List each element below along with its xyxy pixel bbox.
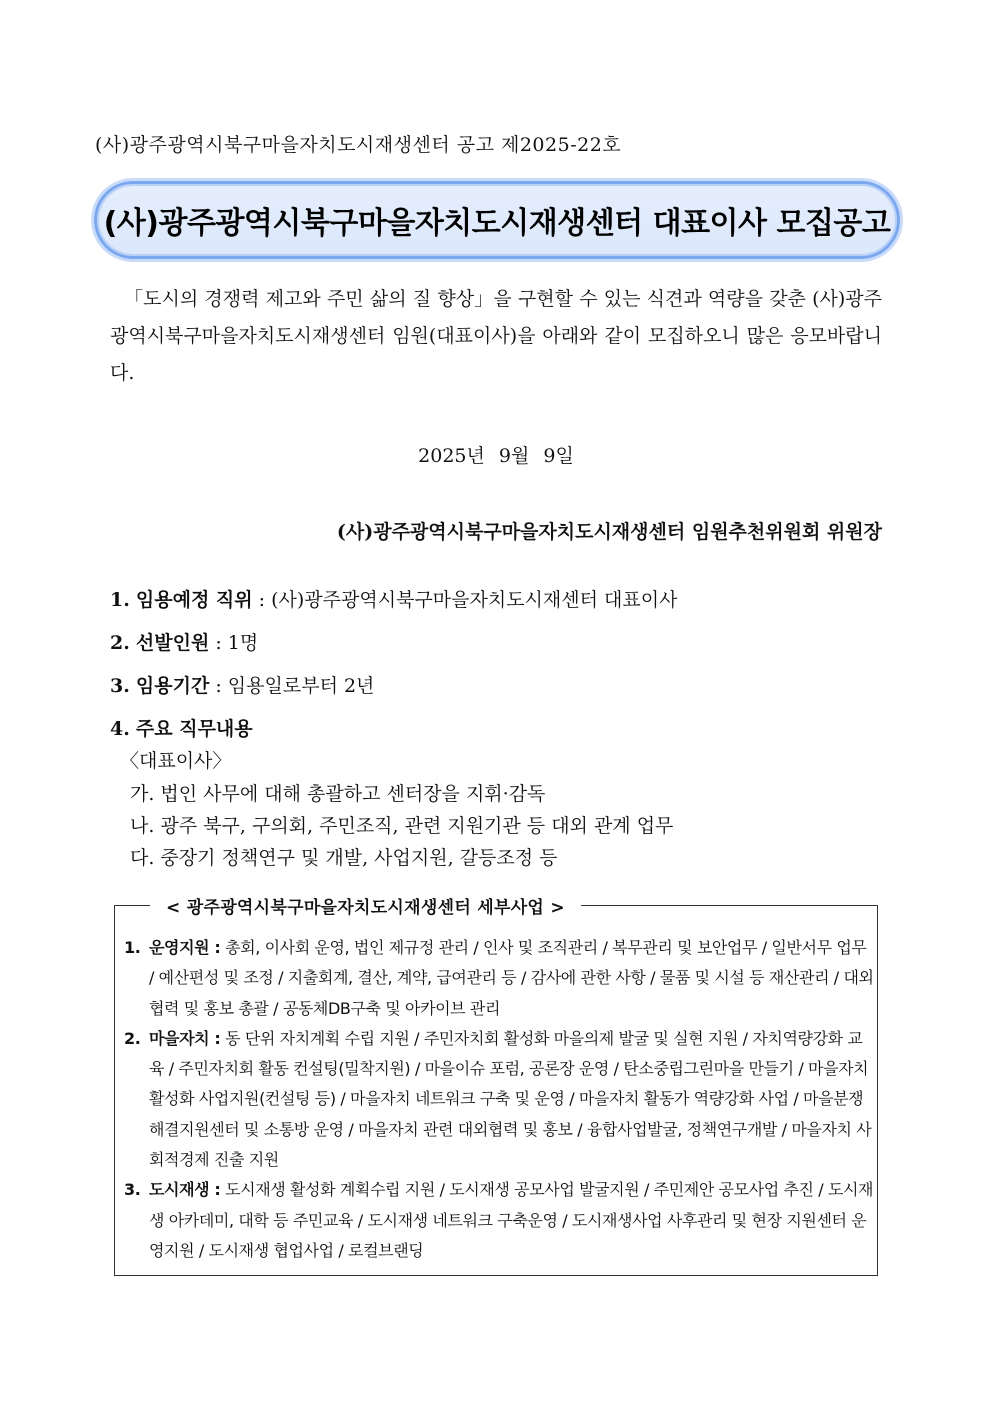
section-number: 3. <box>124 1180 141 1200</box>
notice-date: 2025년 9월 9일 <box>418 445 574 467</box>
item-number: 4. <box>110 718 130 740</box>
item-number: 1. <box>110 589 130 611</box>
item-label: 임용기간 <box>135 675 210 697</box>
signer: (사)광주광역시북구마을자치도시재생센터 임원추천위원회 위원장 <box>336 521 882 543</box>
section-text: 동 단위 자치계획 수립 지원 / 주민자치회 활성화 마을의제 발굴 및 실현 지원 / 자치역량강화 교육 / 주민자치회 활동 컨설팅(밀착지원) / 마을이슈 포럼, 공론장 운영 / 탄소중립그린마을 만들기 / 마을자치 활성화 사업지원(컨설팅 등) / 마을자치 네트워크 구축 및 운영 / 마을자치 활동가 역량강화 사업 / 마을분쟁해결지원센터 및 소통방 운영 / 마을자치 관련 대외협력 및 홍보 / 융합사업발굴, 정책연구개발 / 마을자치 사회적경제 진출 지원 <box>149 1028 872 1170</box>
item-term <box>110 671 890 714</box>
item-label: 주요 직무내용 <box>135 718 253 740</box>
section-label: 도시재생 : <box>149 1180 221 1200</box>
duty-heading: 〈대표이사〉 <box>120 750 232 772</box>
section-text: 총회, 이사회 운영, 법인 제규정 관리 / 인사 및 조직관리 / 복무관리 및 보안업무 / 일반서무 업무 / 예산편성 및 조정 / 지출회계, 결산, 계약, 급여관리 등 / 감사에 관한 사항 / 물품 및 시설 등 재산관리 / 대외협력 및 홍보 총괄 / 공동체DB구축 및 아카이브 관리 <box>149 938 874 1018</box>
item-separator: : <box>209 675 228 697</box>
duty-item: 나. 광주 북구, 구의회, 주민조직, 관련 지원기관 등 대외 관계 업무 <box>130 815 674 837</box>
item-headcount <box>110 628 890 671</box>
section-number: 2. <box>124 1028 141 1048</box>
duty-item: 가. 법인 사무에 대해 총괄하고 센터장을 지휘·감독 <box>130 783 546 805</box>
item-number: 3. <box>110 675 130 697</box>
title-banner <box>94 181 900 259</box>
item-label: 임용예정 직위 <box>135 589 253 611</box>
item-number: 2. <box>110 632 130 654</box>
detail-projects-body <box>124 933 874 1266</box>
duty-item: 다. 중장기 정책연구 및 개발, 사업지원, 갈등조정 등 <box>130 847 558 869</box>
notice-number: (사)광주광역시북구마을자치도시재생센터 공고 제2025-22호 <box>95 134 622 156</box>
item-position <box>110 585 890 628</box>
project-section-operations <box>124 933 874 1024</box>
item-separator: : <box>209 632 228 654</box>
section-label: 운영지원 : <box>149 938 221 957</box>
page-title: (사)광주광역시북구마을자치도시재생센터 대표이사 모집공고 <box>103 206 891 241</box>
recruitment-items <box>110 585 890 757</box>
detail-projects-title: < 광주광역시북구마을자치도시재생센터 세부사업 > <box>150 893 581 918</box>
section-label: 마을자치 : <box>149 1028 221 1048</box>
item-value: 임용일로부터 2년 <box>227 675 375 697</box>
intro-paragraph: 「도시의 경쟁력 제고와 주민 삶의 질 향상」을 구현할 수 있는 식견과 역량을 갖춘 (사)광주광역시북구마을자치도시재생센터 임원(대표이사)을 아래와 같이 모집하오니 많은 응모바랍니다. <box>110 288 882 384</box>
item-separator: : <box>252 589 272 611</box>
project-section-village-autonomy <box>124 1024 874 1175</box>
section-text: 도시재생 활성화 계획수립 지원 / 도시재생 공모사업 발굴지원 / 주민제안 공모사업 추진 / 도시재생 아카데미, 대학 등 주민교육 / 도시재생 네트워크 구축운영 / 도시재생사업 사후관리 및 현장 지원센터 운영지원 / 도시재생 협업사업 / 로컬브랜딩 <box>149 1180 874 1260</box>
item-value: (사)광주광역시북구마을자치도시재센터 대표이사 <box>271 589 678 611</box>
duty-list <box>130 778 673 874</box>
project-section-urban-regeneration <box>124 1175 874 1266</box>
item-value: 1명 <box>227 632 259 654</box>
item-label: 선발인원 <box>135 632 210 654</box>
section-number: 1. <box>124 938 141 957</box>
